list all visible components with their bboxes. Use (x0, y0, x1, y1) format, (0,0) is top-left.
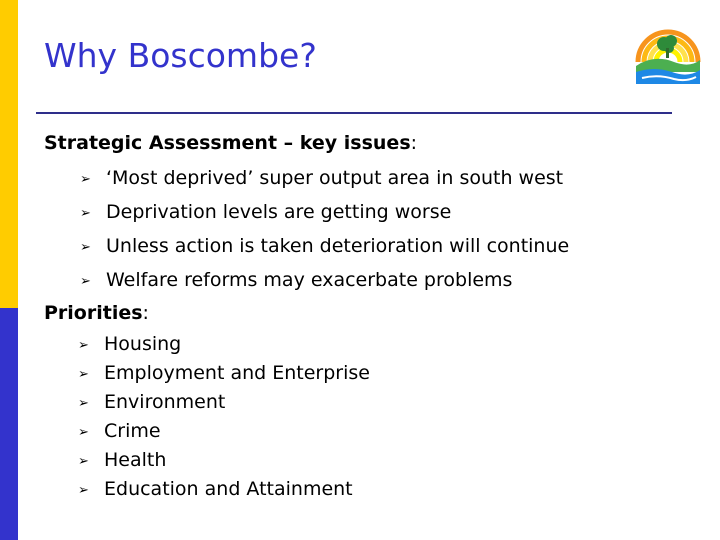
arrowhead-bullet-icon: ➢ (78, 338, 89, 353)
section-heading-colon: : (410, 132, 418, 154)
arrowhead-bullet-icon: ➢ (80, 172, 91, 187)
accent-bar-yellow (0, 0, 18, 308)
list-item-text: Education and Attainment (104, 478, 353, 500)
arrowhead-bullet-icon: ➢ (78, 483, 89, 498)
list-item-text: Housing (104, 333, 182, 355)
list-item-text: Deprivation levels are getting worse (106, 201, 452, 223)
arrowhead-bullet-icon: ➢ (78, 396, 89, 411)
section-heading-colon: : (142, 302, 149, 324)
sunrise-landscape-logo-icon (634, 10, 702, 86)
arrowhead-bullet-icon: ➢ (80, 274, 91, 289)
list-item-text: Welfare reforms may exacerbate problems (106, 269, 513, 291)
list-item (80, 268, 512, 294)
list-item (80, 166, 563, 192)
arrowhead-bullet-icon: ➢ (80, 206, 91, 221)
list-item (78, 448, 166, 474)
list-item (78, 419, 161, 445)
arrowhead-bullet-icon: ➢ (78, 367, 89, 382)
section-heading-key-issues (44, 132, 417, 154)
list-item (80, 200, 451, 226)
list-item (78, 332, 181, 358)
list-item (80, 234, 569, 260)
list-item-text: Health (104, 449, 167, 471)
section-heading-label: Strategic Assessment – key issues (44, 132, 411, 154)
accent-bar-blue (0, 308, 18, 540)
arrowhead-bullet-icon: ➢ (80, 240, 91, 255)
list-item-text: Unless action is taken deterioration will continue (106, 235, 570, 257)
list-item-text: Crime (104, 420, 161, 442)
list-item-text: Employment and Enterprise (104, 362, 370, 384)
title-divider (36, 112, 672, 114)
slide-title: Why Boscombe? (44, 36, 317, 75)
list-item (78, 390, 225, 416)
section-heading-label: Priorities (44, 302, 143, 324)
arrowhead-bullet-icon: ➢ (78, 425, 89, 440)
arrowhead-bullet-icon: ➢ (78, 454, 89, 469)
list-item-text: Environment (104, 391, 226, 413)
list-item-text: ‘Most deprived’ super output area in south west (106, 167, 564, 189)
list-item (78, 477, 353, 503)
section-heading-priorities (44, 302, 149, 324)
list-item (78, 361, 370, 387)
